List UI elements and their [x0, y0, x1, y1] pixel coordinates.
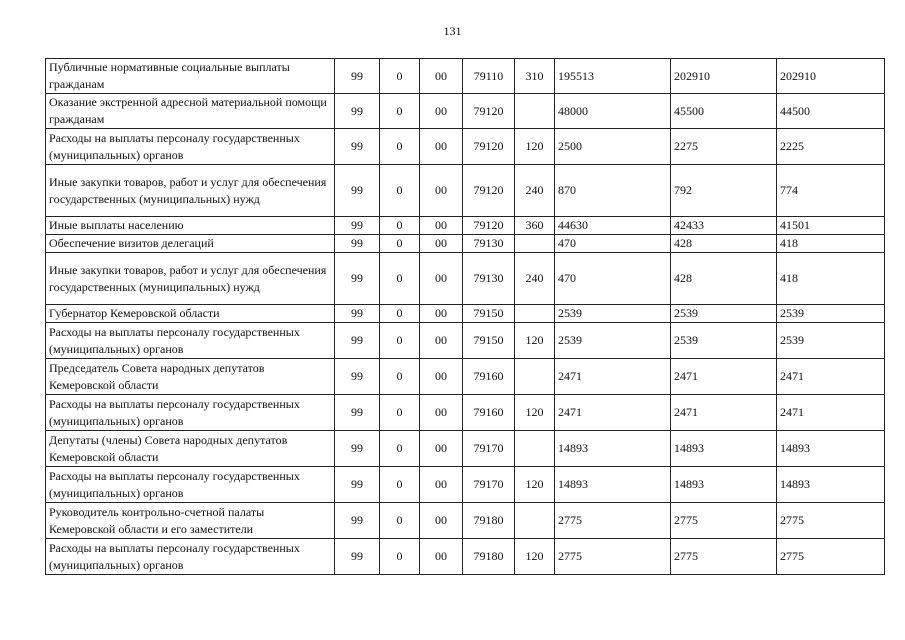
amount-year-3-cell: 14893 [777, 467, 885, 503]
amount-year-2-cell: 45500 [671, 94, 777, 129]
program-code-cell: 00 [420, 235, 463, 253]
target-code-cell: 79170 [463, 467, 515, 503]
program-code-cell: 00 [420, 539, 463, 575]
program-code-cell: 00 [420, 165, 463, 217]
expense-type-cell: 240 [515, 253, 555, 305]
table-row [46, 94, 885, 129]
row-name-cell: Руководитель контрольно-счетной палаты Кемеровской области и его заместители [46, 503, 335, 539]
amount-year-1-cell: 2471 [555, 359, 671, 395]
row-name-cell: Губернатор Кемеровской области [46, 305, 335, 323]
amount-year-2-cell: 2775 [671, 539, 777, 575]
row-name-cell: Иные закупки товаров, работ и услуг для обеспечения государственных (муниципальных) нужд [46, 165, 335, 217]
table-row [46, 253, 885, 305]
amount-year-1-cell: 470 [555, 253, 671, 305]
table-row [46, 323, 885, 359]
amount-year-1-cell: 2500 [555, 129, 671, 165]
expense-type-cell [515, 235, 555, 253]
amount-year-3-cell: 2471 [777, 359, 885, 395]
section-code-cell: 99 [335, 217, 380, 235]
amount-year-1-cell: 2539 [555, 305, 671, 323]
subsection-code-cell: 0 [380, 94, 420, 129]
amount-year-1-cell: 14893 [555, 467, 671, 503]
expense-type-cell: 120 [515, 395, 555, 431]
subsection-code-cell: 0 [380, 503, 420, 539]
subsection-code-cell: 0 [380, 165, 420, 217]
program-code-cell: 00 [420, 431, 463, 467]
row-name-cell: Оказание экстренной адресной материальной помощи гражданам [46, 94, 335, 129]
section-code-cell: 99 [335, 503, 380, 539]
amount-year-3-cell: 2539 [777, 305, 885, 323]
expense-type-cell [515, 503, 555, 539]
expense-type-cell [515, 94, 555, 129]
table-row [46, 503, 885, 539]
amount-year-2-cell: 2539 [671, 323, 777, 359]
amount-year-1-cell: 195513 [555, 59, 671, 94]
row-name-cell: Расходы на выплаты персоналу государственных (муниципальных) органов [46, 129, 335, 165]
subsection-code-cell: 0 [380, 395, 420, 431]
target-code-cell: 79120 [463, 165, 515, 217]
target-code-cell: 79120 [463, 217, 515, 235]
target-code-cell: 79130 [463, 253, 515, 305]
amount-year-1-cell: 2471 [555, 395, 671, 431]
amount-year-2-cell: 2539 [671, 305, 777, 323]
program-code-cell: 00 [420, 305, 463, 323]
section-code-cell: 99 [335, 539, 380, 575]
subsection-code-cell: 0 [380, 217, 420, 235]
row-name-cell: Расходы на выплаты персоналу государственных (муниципальных) органов [46, 395, 335, 431]
amount-year-3-cell: 44500 [777, 94, 885, 129]
page-number: 131 [443, 24, 462, 38]
subsection-code-cell: 0 [380, 253, 420, 305]
section-code-cell: 99 [335, 165, 380, 217]
program-code-cell: 00 [420, 503, 463, 539]
expense-type-cell: 120 [515, 323, 555, 359]
row-name-cell: Иные закупки товаров, работ и услуг для обеспечения государственных (муниципальных) нужд [46, 253, 335, 305]
amount-year-3-cell: 41501 [777, 217, 885, 235]
subsection-code-cell: 0 [380, 129, 420, 165]
subsection-code-cell: 0 [380, 539, 420, 575]
amount-year-2-cell: 2775 [671, 503, 777, 539]
program-code-cell: 00 [420, 323, 463, 359]
program-code-cell: 00 [420, 467, 463, 503]
amount-year-2-cell: 2275 [671, 129, 777, 165]
budget-table-body [46, 59, 885, 575]
amount-year-1-cell: 14893 [555, 431, 671, 467]
table-row [46, 395, 885, 431]
expense-type-cell [515, 431, 555, 467]
section-code-cell: 99 [335, 359, 380, 395]
target-code-cell: 79160 [463, 359, 515, 395]
row-name-cell: Иные выплаты населению [46, 217, 335, 235]
amount-year-3-cell: 14893 [777, 431, 885, 467]
amount-year-2-cell: 428 [671, 253, 777, 305]
subsection-code-cell: 0 [380, 305, 420, 323]
row-name-cell: Расходы на выплаты персоналу государственных (муниципальных) органов [46, 539, 335, 575]
amount-year-2-cell: 14893 [671, 467, 777, 503]
amount-year-3-cell: 2775 [777, 503, 885, 539]
section-code-cell: 99 [335, 323, 380, 359]
amount-year-2-cell: 428 [671, 235, 777, 253]
target-code-cell: 79160 [463, 395, 515, 431]
section-code-cell: 99 [335, 129, 380, 165]
program-code-cell: 00 [420, 395, 463, 431]
amount-year-2-cell: 2471 [671, 359, 777, 395]
table-row [46, 129, 885, 165]
amount-year-3-cell: 202910 [777, 59, 885, 94]
row-name-cell: Расходы на выплаты персоналу государственных (муниципальных) органов [46, 467, 335, 503]
expense-type-cell: 360 [515, 217, 555, 235]
program-code-cell: 00 [420, 217, 463, 235]
amount-year-3-cell: 2775 [777, 539, 885, 575]
target-code-cell: 79120 [463, 94, 515, 129]
target-code-cell: 79130 [463, 235, 515, 253]
target-code-cell: 79120 [463, 129, 515, 165]
subsection-code-cell: 0 [380, 323, 420, 359]
amount-year-1-cell: 2539 [555, 323, 671, 359]
target-code-cell: 79110 [463, 59, 515, 94]
target-code-cell: 79180 [463, 503, 515, 539]
amount-year-2-cell: 42433 [671, 217, 777, 235]
target-code-cell: 79170 [463, 431, 515, 467]
row-name-cell: Расходы на выплаты персоналу государственных (муниципальных) органов [46, 323, 335, 359]
amount-year-1-cell: 44630 [555, 217, 671, 235]
program-code-cell: 00 [420, 129, 463, 165]
section-code-cell: 99 [335, 395, 380, 431]
program-code-cell: 00 [420, 359, 463, 395]
expense-type-cell [515, 359, 555, 395]
subsection-code-cell: 0 [380, 59, 420, 94]
table-row [46, 539, 885, 575]
amount-year-2-cell: 14893 [671, 431, 777, 467]
table-row [46, 305, 885, 323]
amount-year-3-cell: 2225 [777, 129, 885, 165]
table-row [46, 217, 885, 235]
program-code-cell: 00 [420, 253, 463, 305]
expense-type-cell: 240 [515, 165, 555, 217]
amount-year-1-cell: 870 [555, 165, 671, 217]
section-code-cell: 99 [335, 94, 380, 129]
target-code-cell: 79180 [463, 539, 515, 575]
expense-type-cell [515, 305, 555, 323]
amount-year-1-cell: 48000 [555, 94, 671, 129]
amount-year-1-cell: 2775 [555, 503, 671, 539]
table-row [46, 431, 885, 467]
amount-year-3-cell: 418 [777, 253, 885, 305]
subsection-code-cell: 0 [380, 431, 420, 467]
amount-year-1-cell: 2775 [555, 539, 671, 575]
expense-type-cell: 120 [515, 539, 555, 575]
subsection-code-cell: 0 [380, 467, 420, 503]
row-name-cell: Председатель Совета народных депутатов Кемеровской области [46, 359, 335, 395]
section-code-cell: 99 [335, 305, 380, 323]
expense-type-cell: 120 [515, 467, 555, 503]
table-row [46, 359, 885, 395]
subsection-code-cell: 0 [380, 235, 420, 253]
subsection-code-cell: 0 [380, 359, 420, 395]
expense-type-cell: 120 [515, 129, 555, 165]
row-name-cell: Обеспечение визитов делегаций [46, 235, 335, 253]
target-code-cell: 79150 [463, 323, 515, 359]
table-row [46, 59, 885, 94]
amount-year-3-cell: 774 [777, 165, 885, 217]
target-code-cell: 79150 [463, 305, 515, 323]
amount-year-3-cell: 418 [777, 235, 885, 253]
section-code-cell: 99 [335, 431, 380, 467]
section-code-cell: 99 [335, 467, 380, 503]
budget-table [45, 58, 885, 575]
amount-year-2-cell: 792 [671, 165, 777, 217]
section-code-cell: 99 [335, 235, 380, 253]
program-code-cell: 00 [420, 94, 463, 129]
program-code-cell: 00 [420, 59, 463, 94]
table-row [46, 235, 885, 253]
section-code-cell: 99 [335, 253, 380, 305]
amount-year-3-cell: 2539 [777, 323, 885, 359]
amount-year-3-cell: 2471 [777, 395, 885, 431]
amount-year-2-cell: 2471 [671, 395, 777, 431]
table-row [46, 467, 885, 503]
expense-type-cell: 310 [515, 59, 555, 94]
section-code-cell: 99 [335, 59, 380, 94]
row-name-cell: Депутаты (члены) Совета народных депутатов Кемеровской области [46, 431, 335, 467]
amount-year-2-cell: 202910 [671, 59, 777, 94]
table-row [46, 165, 885, 217]
row-name-cell: Публичные нормативные социальные выплаты гражданам [46, 59, 335, 94]
amount-year-1-cell: 470 [555, 235, 671, 253]
